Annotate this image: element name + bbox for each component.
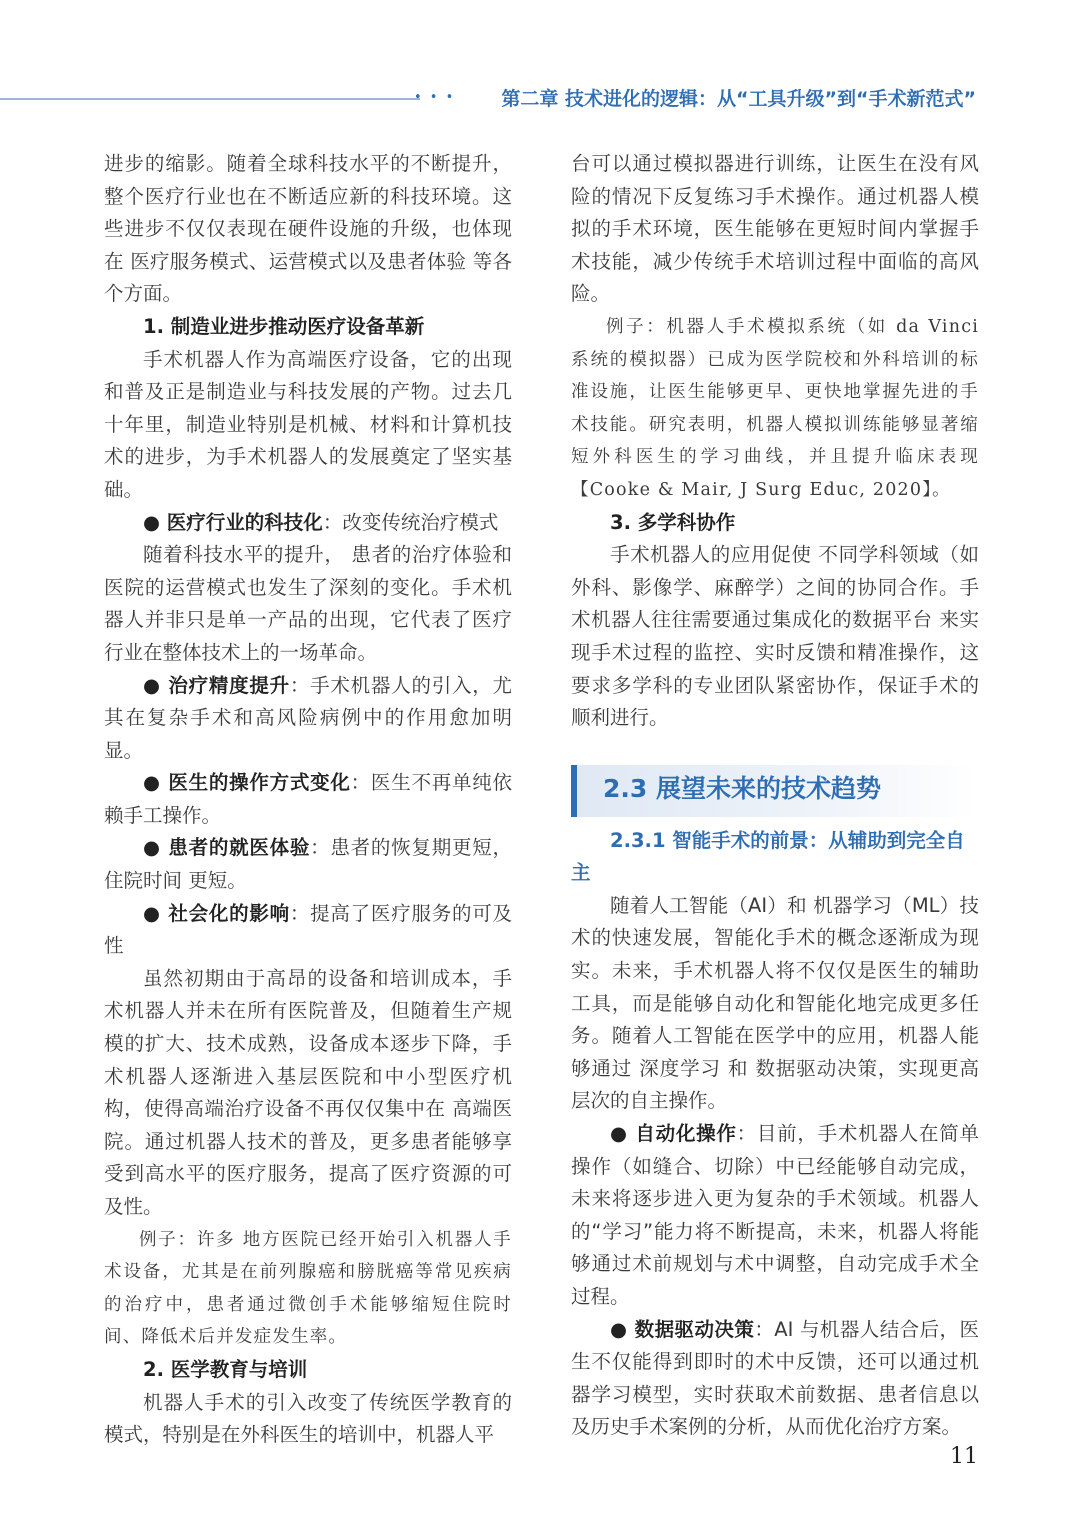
bullet-text: ：目前，手术机器人在简单操作（如缝合、切除）中已经能够自动完成，未来将逐步进入更为复杂的手术领域。机器人的“学习”能力将不断提高，未来，机器人将能够通过术前规划与术中调整，自动完成手术全过程。 bbox=[571, 1122, 979, 1308]
bullet-text: ：手术机器人的引入，尤其在复杂手术和高风险病例中的作用愈加明显。 bbox=[104, 673, 512, 762]
left-column bbox=[104, 148, 512, 1452]
paragraph: 随着人工智能（AI）和 机器学习（ML）技术的快速发展，智能化手术的概念逐渐成为现实。未来，手术机器人将不仅仅是医生的辅助工具，而是能够自动化和智能化地完成更多任务。随着人工智能在医学中的应用，机器人能够通过 深度学习 和 数据驱动决策，实现更高层次的自主操作。 bbox=[571, 893, 979, 1113]
paragraph: 随着科技水平的提升， 患者的治疗体验和医院的运营模式也发生了深刻的变化。手术机器人并非只是单一产品的出现，它代表了医疗行业在整体技术上的一场革命。 bbox=[104, 543, 512, 664]
section-title: 2.3 展望未来的技术趋势 bbox=[603, 773, 881, 803]
bullet-item bbox=[571, 1118, 979, 1314]
bullet-text: ：AI 与机器人结合后，医生不仅能得到即时的术中反馈，还可以通过机器学习模型，实时获取术前数据、患者信息以及历史手术案例的分析，从而优化治疗方案。 bbox=[571, 1317, 979, 1439]
bullet-label: ● 治疗精度提升 bbox=[143, 673, 290, 697]
section-accent-bar bbox=[571, 765, 577, 817]
bullet-item bbox=[571, 1314, 979, 1444]
heading-2: 2. 医学教育与培训 bbox=[143, 1357, 308, 1381]
bullet-text: ：提高了医疗服务的可及性 bbox=[104, 901, 512, 958]
header-rule bbox=[0, 98, 420, 100]
bullet-label: ● 患者的就医体验 bbox=[143, 836, 311, 860]
section-heading-box bbox=[571, 765, 979, 817]
example-paragraph: 例子：许多 地方医院已经开始引入机器人手术设备，尤其是在前列腺癌和膀胱癌等常见疾病的治疗中，患者通过微创手术能够缩短住院时间、降低术后并发症发生率。 bbox=[104, 1229, 512, 1348]
paragraph: 机器人手术的引入改变了传统医学教育的模式，特别是在外科医生的培训中，机器人平 bbox=[104, 1390, 512, 1447]
example-paragraph: 例子：机器人手术模拟系统（如 da Vinci 系统的模拟器）已成为医学院校和外科培训的标准设施，让医生能够更早、更快地掌握先进的手术技能。研究表明，机器人模拟训练能够显著缩短外科医生的学习曲线，并且提升临床表现【Cooke & Mair, J Surg Educ, 2020】。 bbox=[571, 316, 979, 500]
bullet-text: ：医生不再单纯依赖手工操作。 bbox=[104, 771, 512, 827]
bullet-label: ● 医疗行业的科技化 bbox=[143, 510, 323, 534]
bullet-label: ● 数据驱动决策 bbox=[610, 1317, 755, 1341]
bullet-item bbox=[104, 507, 512, 540]
right-column bbox=[571, 148, 979, 1444]
bullet-item bbox=[104, 767, 512, 832]
paragraph: 手术机器人的应用促使 不同学科领域（如外科、影像学、麻醉学）之间的协同合作。手术机器人往往需要通过集成化的数据平台 来实现手术过程的监控、实时反馈和精准操作，这要求多学科的专业团队紧密协作，保证手术的顺利进行。 bbox=[571, 543, 979, 730]
chapter-title: 第二章 技术进化的逻辑：从“工具升级”到“手术新范式” bbox=[501, 88, 976, 110]
bullet-text: ：患者的恢复期更短，住院时间 更短。 bbox=[104, 836, 512, 893]
bullet-label: ● 社会化的影响 bbox=[143, 901, 290, 925]
bullet-label: ● 自动化操作 bbox=[610, 1122, 737, 1146]
paragraph: 进步的缩影。随着全球科技水平的不断提升，整个医疗行业也在不断适应新的科技环境。这些进步不仅仅表现在硬件设施的升级，也体现在 医疗服务模式、运营模式以及患者体验 等各个方面。 bbox=[104, 152, 512, 306]
heading-3: 3. 多学科协作 bbox=[610, 510, 736, 534]
subsection-title: 2.3.1 智能手术的前景：从辅助到完全自主 bbox=[571, 828, 965, 885]
heading-1: 1. 制造业进步推动医疗设备革新 bbox=[143, 314, 425, 338]
paragraph: 手术机器人作为高端医疗设备，它的出现和普及正是制造业与科技发展的产物。过去几十年里，制造业特别是机械、材料和计算机技术的进步，为手术机器人的发展奠定了坚实基础。 bbox=[104, 347, 512, 501]
bullet-item bbox=[104, 832, 512, 897]
bullet-item bbox=[104, 670, 512, 768]
bullet-label: ● 医生的操作方式变化 bbox=[143, 771, 351, 795]
running-header bbox=[0, 82, 1080, 116]
bullet-item bbox=[104, 898, 512, 963]
page-number: 11 bbox=[950, 1444, 978, 1469]
paragraph: 台可以通过模拟器进行训练，让医生在没有风险的情况下反复练习手术操作。通过机器人模拟的手术环境，医生能够在更短时间内掌握手术技能，减少传统手术培训过程中面临的高风险。 bbox=[571, 152, 979, 306]
paragraph: 虽然初期由于高昂的设备和培训成本，手术机器人并未在所有医院普及，但随着生产规模的扩大、技术成熟，设备成本逐步下降，手术机器人逐渐进入基层医院和中小型医疗机构，使得高端治疗设备不再仅仅集中在 高端医院。通过机器人技术的普及，更多患者能够享受到高水平的医疗服务，提高了医疗资源的可及性。 bbox=[104, 966, 512, 1218]
header-dots: • • • bbox=[414, 90, 456, 105]
bullet-text: ：改变传统治疗模式 bbox=[322, 510, 499, 534]
